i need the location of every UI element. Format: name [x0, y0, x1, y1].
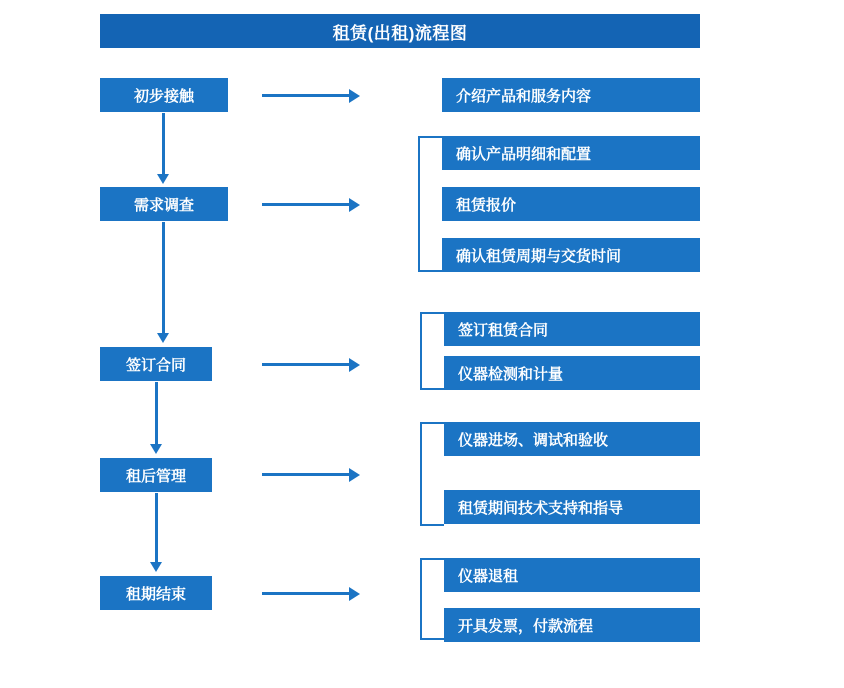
stage-box-1[interactable]: 初步接触 [100, 78, 228, 112]
detail-box-10[interactable]: 开具发票，付款流程 [444, 608, 700, 642]
detail-box-8[interactable]: 租赁期间技术支持和指导 [444, 490, 700, 524]
detail-box-3[interactable]: 租赁报价 [442, 187, 700, 221]
connector-stage-3-to-4 [155, 382, 158, 445]
detail-box-4[interactable]: 确认租赁周期与交货时间 [442, 238, 700, 272]
arrow-stage-4-to-details [262, 473, 350, 476]
bracket-group-5 [420, 558, 444, 640]
page-title: 租赁(出租)流程图 [100, 14, 700, 48]
connector-stage-1-to-2 [162, 113, 165, 175]
arrow-stage-2-to-details [262, 203, 350, 206]
bracket-group-2 [418, 136, 442, 272]
arrow-stage-5-to-details [262, 592, 350, 595]
connector-stage-2-to-3 [162, 222, 165, 334]
stage-box-5[interactable]: 租期结束 [100, 576, 212, 610]
stage-box-4[interactable]: 租后管理 [100, 458, 212, 492]
arrow-stage-1-to-details [262, 94, 350, 97]
detail-box-5[interactable]: 签订租赁合同 [444, 312, 700, 346]
detail-box-1[interactable]: 介绍产品和服务内容 [442, 78, 700, 112]
arrow-stage-3-to-details [262, 363, 350, 366]
bracket-group-3 [420, 312, 444, 390]
detail-box-9[interactable]: 仪器退租 [444, 558, 700, 592]
bracket-group-4 [420, 422, 444, 526]
connector-stage-4-to-5 [155, 493, 158, 563]
detail-box-2[interactable]: 确认产品明细和配置 [442, 136, 700, 170]
detail-box-6[interactable]: 仪器检测和计量 [444, 356, 700, 390]
stage-box-3[interactable]: 签订合同 [100, 347, 212, 381]
stage-box-2[interactable]: 需求调查 [100, 187, 228, 221]
detail-box-7[interactable]: 仪器进场、调试和验收 [444, 422, 700, 456]
